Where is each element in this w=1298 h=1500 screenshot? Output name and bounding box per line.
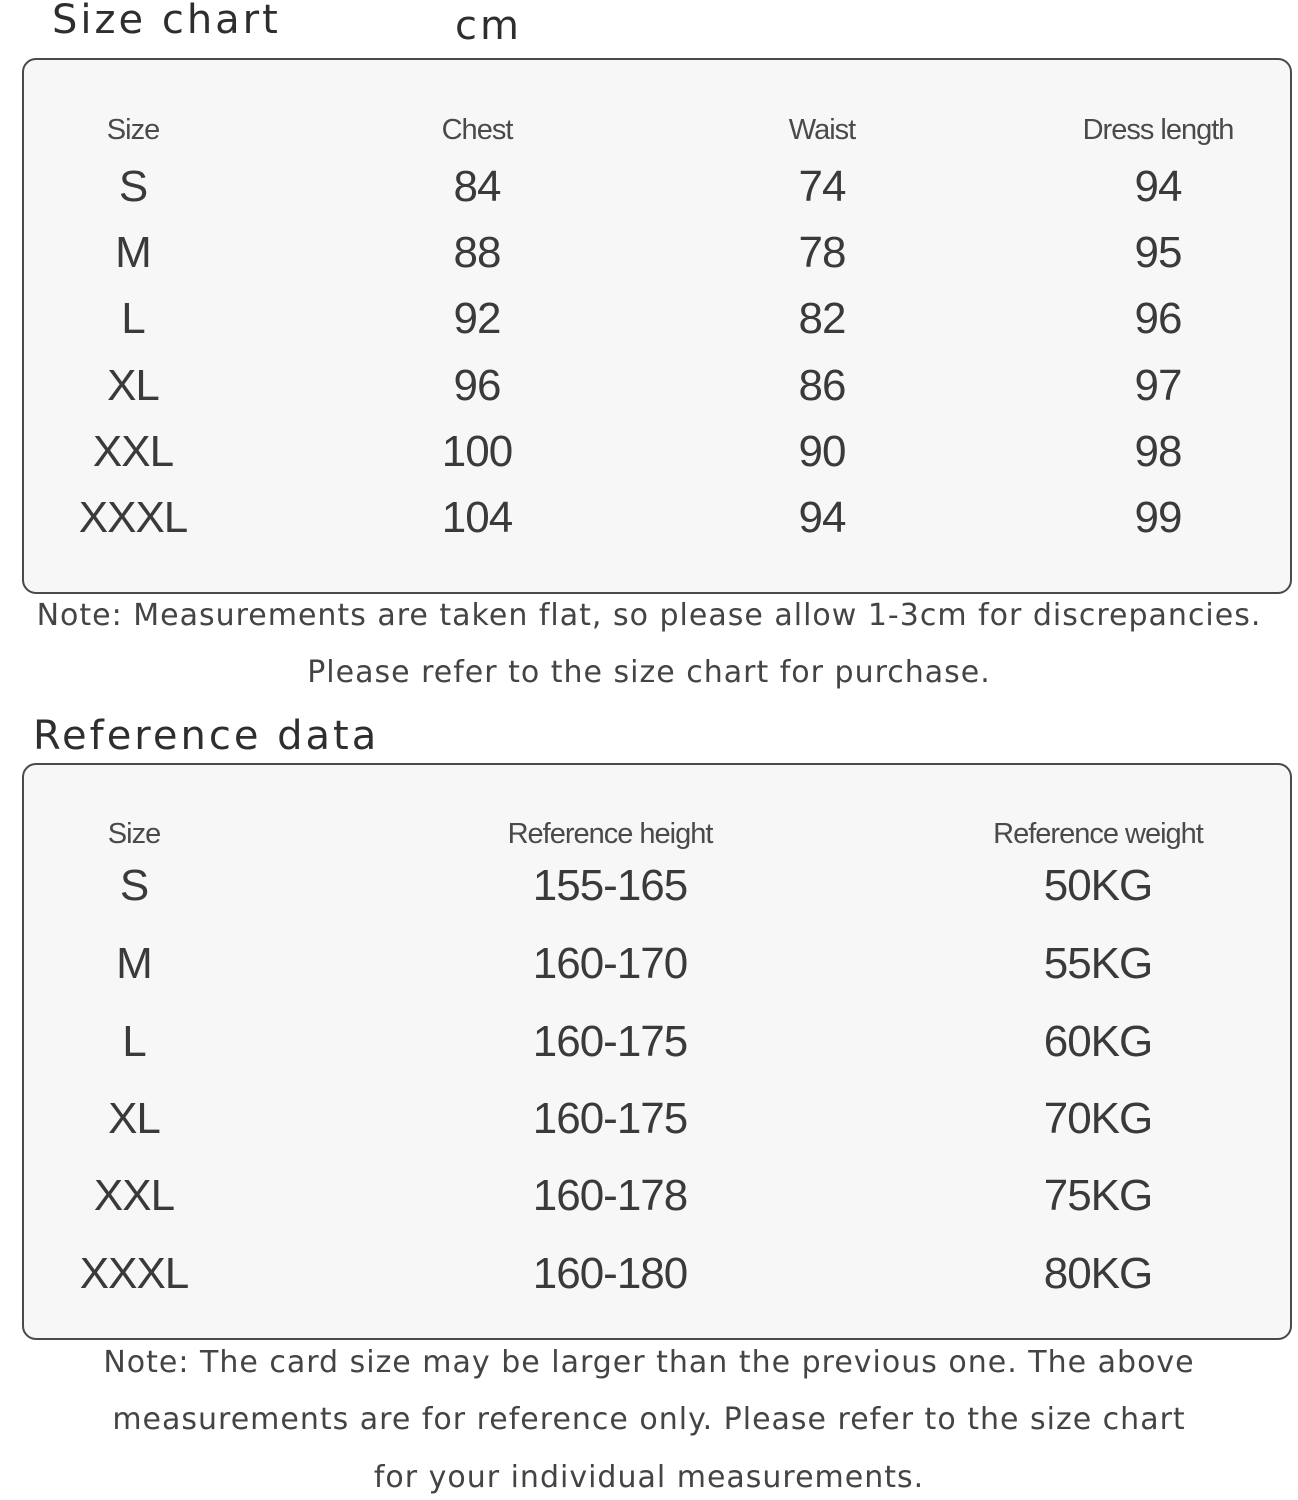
size-chart-cell-r1-c1: 88 (453, 228, 501, 277)
size-chart-cell-r0-c1: 84 (453, 162, 501, 211)
reference-data-note-line-1: measurements are for reference only. Please refer to the size chart (112, 1402, 1186, 1437)
reference-data-cell-r4-c0: XXL (93, 1171, 175, 1220)
size-chart-unit: cm (455, 3, 522, 49)
size-chart-cell-r3-c1: 96 (453, 361, 501, 410)
size-chart-cell-r5-c0: XXXL (78, 493, 188, 542)
reference-data-cell-r3-c2: 70KG (1043, 1094, 1153, 1143)
reference-data-cell-r3-c1: 160-175 (532, 1094, 688, 1143)
reference-data-cell-r5-c2: 80KG (1043, 1249, 1153, 1298)
size-chart-header-1: Chest (441, 114, 513, 146)
reference-data-header-0: Size (107, 818, 161, 850)
reference-data-cell-r1-c0: M (116, 939, 152, 988)
size-chart-header-0: Size (106, 114, 160, 146)
size-chart-cell-r3-c2: 86 (798, 361, 846, 410)
reference-data-cell-r3-c0: XL (108, 1094, 160, 1143)
size-chart-cell-r1-c0: M (115, 228, 151, 277)
size-chart-cell-r0-c3: 94 (1134, 162, 1182, 211)
reference-data-title: Reference data (33, 713, 380, 759)
size-chart-cell-r2-c1: 92 (453, 294, 501, 343)
size-chart-cell-r4-c2: 90 (798, 427, 846, 476)
size-chart-header-3: Dress length (1082, 114, 1234, 146)
size-chart-header-2: Waist (788, 114, 856, 146)
reference-data-cell-r4-c1: 160-178 (532, 1171, 688, 1220)
reference-data-card (22, 763, 1292, 1340)
reference-data-header-1: Reference height (507, 818, 713, 850)
size-chart-cell-r1-c2: 78 (798, 228, 846, 277)
reference-data-cell-r5-c1: 160-180 (532, 1249, 688, 1298)
size-chart-cell-r2-c0: L (121, 294, 145, 343)
size-chart-cell-r5-c1: 104 (441, 493, 513, 542)
reference-data-cell-r0-c0: S (119, 861, 149, 910)
size-chart-cell-r5-c3: 99 (1134, 493, 1182, 542)
reference-data-cell-r0-c1: 155-165 (532, 861, 688, 910)
reference-data-cell-r0-c2: 50KG (1043, 861, 1153, 910)
size-chart-cell-r2-c2: 82 (798, 294, 846, 343)
size-chart-cell-r2-c3: 96 (1134, 294, 1182, 343)
reference-data-cell-r1-c2: 55KG (1043, 939, 1153, 988)
size-chart-cell-r4-c1: 100 (441, 427, 513, 476)
size-chart-cell-r4-c0: XXL (92, 427, 174, 476)
size-chart-cell-r3-c3: 97 (1134, 361, 1182, 410)
reference-data-note-line-0: Note: The card size may be larger than the previous one. The above (103, 1345, 1195, 1380)
size-chart-cell-r1-c3: 95 (1134, 228, 1182, 277)
size-chart-cell-r0-c2: 74 (798, 162, 846, 211)
reference-data-cell-r2-c2: 60KG (1043, 1017, 1153, 1066)
size-chart-title: Size chart (52, 0, 281, 43)
size-chart-note-line-1: Please refer to the size chart for purchase. (307, 655, 991, 690)
reference-data-header-2: Reference weight (993, 818, 1203, 850)
size-chart-cell-r3-c0: XL (107, 361, 159, 410)
size-chart-cell-r4-c3: 98 (1134, 427, 1182, 476)
size-chart-cell-r0-c0: S (118, 162, 148, 211)
reference-data-note-line-2: for your individual measurements. (373, 1460, 925, 1495)
reference-data-cell-r2-c0: L (122, 1017, 146, 1066)
size-chart-cell-r5-c2: 94 (798, 493, 846, 542)
reference-data-cell-r5-c0: XXXL (79, 1249, 189, 1298)
reference-data-cell-r2-c1: 160-175 (532, 1017, 688, 1066)
reference-data-cell-r1-c1: 160-170 (532, 939, 688, 988)
size-chart-card (22, 58, 1292, 594)
reference-data-cell-r4-c2: 75KG (1043, 1171, 1153, 1220)
size-chart-note-line-0: Note: Measurements are taken flat, so please allow 1-3cm for discrepancies. (36, 598, 1262, 633)
